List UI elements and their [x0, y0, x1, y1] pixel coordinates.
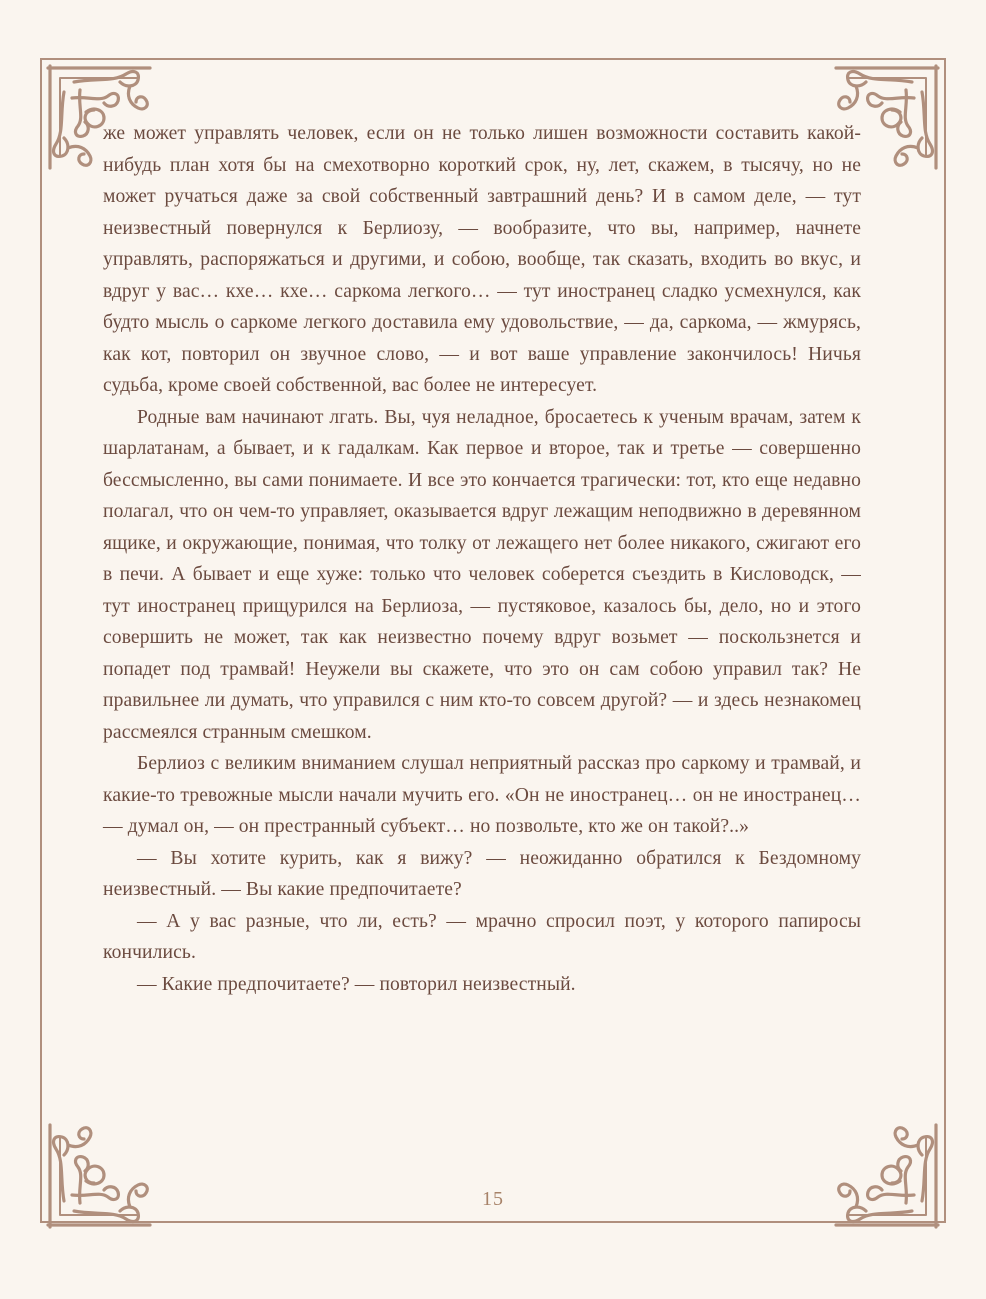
corner-ornament-icon [822, 1111, 952, 1241]
page-number: 15 [482, 1188, 504, 1210]
paragraph: Родные вам начинают лгать. Вы, чуя неладное, бросаетесь к ученым врачам, затем к шарлатанам, а бывает, и к гадалкам. Как первое и второе, так и третье — совершенно бессмысленно, вы сами понимаете. И все это кончается трагически: тот, кто еще недавно полагал, что он чем-то управляет, оказывается вдруг лежащим неподвижно в деревянном ящике, и окружающие, понимая, что толку от лежащего нет более никакого, сжигают его в печи. А бывает и еще хуже: только что человек соберется съездить в Кисловодск, — тут иностранец прищурился на Берлиоза, — пустяковое, казалось бы, дело, но и этого совершить не может, так как неизвестно почему вдруг возьмет — поскользнется и попадет под трамвай! Неужели вы скажете, что это он сам собою управил так? Не правильнее ли думать, что управился с ним кто-то совсем другой? — и здесь незнакомец рассмеялся странным смешком. [103, 406, 861, 743]
body-text [103, 118, 861, 1000]
paragraph: же может управлять человек, если он не только лишен возможности составить какой-нибудь план хотя бы на смехотворно короткий срок, ну, лет, скажем, в тысячу, но не может ручаться даже за свой собственный завтрашний день? И в самом деле, — тут неизвестный повернулся к Берлиозу, — вообразите, что вы, например, начнете управлять, распоряжаться и другими, и собою, вообще, так сказать, входить во вкус, и вдруг у вас… кхе… кхе… саркома легкого… — тут иностранец сладко усмехнулся, как будто мысль о саркоме легкого доставила ему удовольствие, — да, саркома, — жмурясь, как кот, повторил он звучное слово, — и вот ваше управление закончилось! Ничья судьба, кроме своей собственной, вас более не интересует. [103, 123, 861, 396]
paragraph: — А у вас разные, что ли, есть? — мрачно спросил поэт, у которого папиросы кончились. [103, 910, 861, 963]
paragraph: Берлиоз с великим вниманием слушал неприятный рассказ про саркому и трамвай, и какие-то тревожные мысли начали мучить его. «Он не иностранец… он не иностранец… — думал он, — он престранный субъект… но позвольте, кто же он такой?..» [103, 753, 861, 837]
paragraph: — Какие предпочитаете? — повторил неизвестный. [137, 973, 576, 995]
corner-ornament-icon [34, 1111, 164, 1241]
paragraph: — Вы хотите курить, как я вижу? — неожиданно обратился к Бездомному неизвестный. — Вы какие предпочитаете? [103, 847, 861, 900]
